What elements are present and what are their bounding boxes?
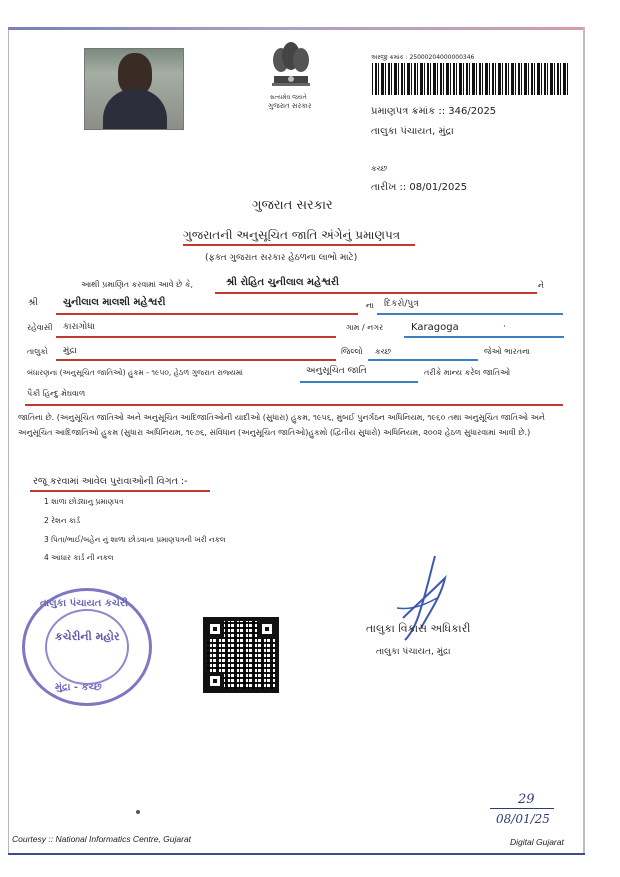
evidence-item: 3 પિતા/ભાઈ/બહેન નું શાળા છોડવાના પ્રમાણપત્રની ખરી નકલ (44, 535, 226, 544)
suffix-na: ના (366, 301, 374, 310)
district-name: કચ્છ (375, 347, 392, 356)
evidence-underline (30, 490, 210, 492)
caste-category: અનુસૂચિત જાતિ (306, 366, 367, 376)
stamp-top-text: તાલુકા પંચાયત કચેરી (40, 598, 128, 609)
constitution-text: બંધારણના (અનુસૂચિત જાતિઓ) હુકમ - ૧૯૫૦, હેઠળ ગુજરાત રાજ્યમાં (27, 368, 243, 377)
footer-brand: Digital Gujarat (510, 837, 564, 847)
certificate-number: પ્રમાણપત્ર ક્રમાંક :: 346/2025 (371, 106, 497, 117)
category-underline (300, 381, 418, 383)
relation-underline (377, 313, 563, 315)
evidence-item: 4 આધાર કાર્ડ ની નકલ (44, 553, 114, 562)
father-name: ચુનીલાલ માલશી મહેશ્વરી (63, 297, 166, 308)
village-gujarati: કારાગોધા (63, 322, 95, 332)
applicant-photo (84, 48, 184, 130)
district-label: જિલ્લો (341, 347, 363, 356)
suffix-ne: ને (538, 281, 544, 290)
certificate-title: ગુજરાતની અનુસૂચિત જાતિ અંગેનું પ્રમાણપત્ર (183, 228, 401, 242)
father-underline (56, 313, 358, 315)
village-english: Karagoga (411, 322, 459, 333)
handwritten-date: 08/01/25 (496, 812, 550, 826)
emblem-caption: ગુજરાત સરકાર (268, 102, 312, 110)
stamp-center-text: કચેરીની મહોર (55, 630, 120, 643)
barcode (372, 63, 568, 95)
evidence-item: 2 રેશન કાર્ડ (44, 516, 81, 525)
title-underline (183, 244, 415, 246)
certificate-sheet (8, 27, 583, 855)
relation: દિકરો/પુત્ર (384, 299, 419, 309)
who-label: જેઓ ભારતના (484, 347, 531, 356)
issuing-office: તાલુકા પંચાયત, મુંદ્રા (371, 126, 454, 137)
right-border (583, 27, 585, 855)
handwritten-number: 29 (518, 792, 535, 807)
emblem-motto: સત્યમેવ જયતે (270, 94, 307, 101)
caste-underline (25, 404, 563, 406)
village-dot: · (503, 322, 506, 332)
ink-mark (136, 810, 140, 814)
footer-credit: Courtesy :: National Informatics Centre, Gujarat (12, 834, 192, 844)
handwritten-rule (490, 808, 554, 809)
village-underline (56, 336, 336, 338)
legal-paragraph: જાતિના છે. (અનુસૂચિત જાતિઓ અને અનુસૂચિત આદિજાતિઓની યાદીઓ (સુધારા) હુકમ, ૧૯૫૬, મુંબઈ પુનર્ગઠન અધિનિયમ, ૧૯૬૦ તથા અનુસૂચિત જાતિઓ અને અનુસૂચિત આદિજાતિઓ હુકમ (સુધારા અધિનિયમ, ૧૯૭૬, સંવિધાન (અનુસૂચિત જાતિઓ)હુકમો (દ્વિતીય સુધારો) અધિનિયમ, ૨૦૦૨ હેઠળ સુધારવામાં આવી છે.) (18, 413, 545, 437)
holder-name: શ્રી રોહિત ચુનીલાલ મહેશ્વરી (226, 277, 339, 288)
recognised-text: તરીકે માન્ય કરેલ જાતિઓ (424, 368, 511, 377)
signatory-title: તાલુકા વિકાસ અધિકારી (366, 622, 471, 635)
certification-prefix: આથી પ્રમાણિત કરવામાં આવે છે કે, (81, 280, 194, 289)
issue-date: તારીખ :: 08/01/2025 (371, 182, 468, 193)
evidence-heading: રજૂ કરવામાં આવેલ પુરાવાઓની વિગત :- (33, 476, 188, 487)
certificate-subtitle: (ફક્ત ગુજરાત સરકાર હેઠળના લાભો માટે) (205, 253, 358, 263)
top-border (8, 27, 583, 30)
resident-label: રહેવાસી (27, 323, 53, 332)
government-title: ગુજરાત સરકાર (252, 198, 333, 213)
village-en-underline (404, 336, 564, 338)
holder-underline (215, 292, 537, 294)
taluka-underline (56, 359, 336, 361)
issue-place: કચ્છ (371, 164, 388, 173)
application-number: અરજી ક્રમાંક : 25000204000000346 (371, 54, 475, 61)
footer-rule (8, 853, 585, 855)
father-prefix: શ્રી (28, 298, 38, 308)
evidence-item: 1 શાળા છોડ્યાનુ પ્રમાણપત્ર (44, 497, 124, 506)
signatory-office: તાલુકા પંચાયત, મુંદ્રા (376, 647, 451, 657)
taluka-label: તાલુકો (27, 347, 48, 356)
caste-name: પૈકી હિન્દુ મેઘવાળ (27, 389, 86, 398)
stamp-bottom-text: મુંદ્રા - કચ્છ (55, 682, 102, 693)
village-label: ગામ / નગર (346, 323, 384, 332)
district-underline (368, 359, 478, 361)
taluka-name: મુંદ્રા (63, 346, 77, 356)
emblem-icon (262, 38, 320, 94)
qr-code (203, 617, 279, 693)
